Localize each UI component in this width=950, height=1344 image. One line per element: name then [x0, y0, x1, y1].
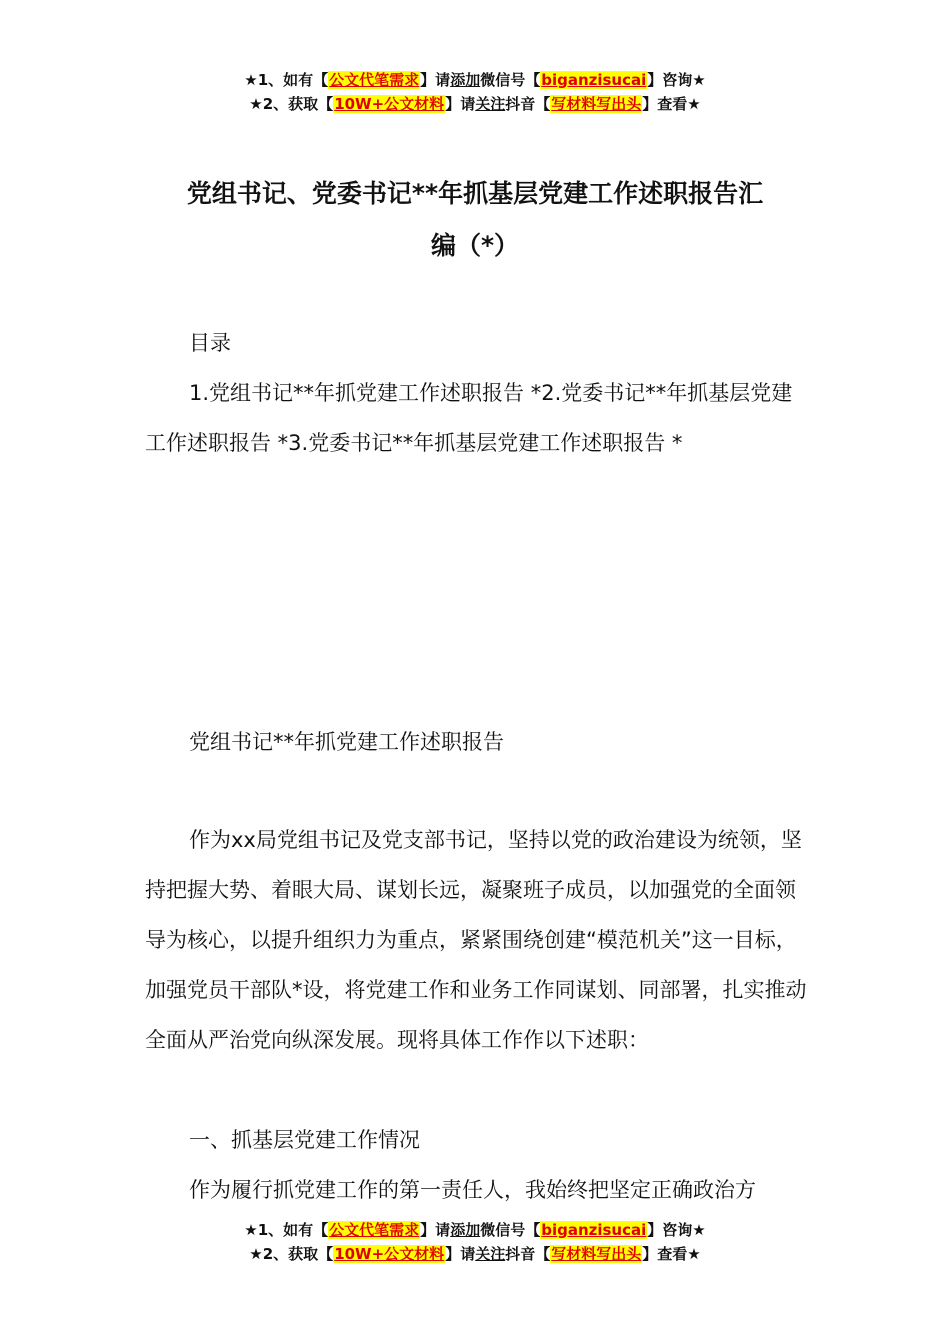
toc-entries: 1.党组书记**年抓党建工作述职报告 *2.党委书记**年抓基层党建工作述职报告 *3.党委书记**年抓基层党建工作述职报告 * [145, 381, 793, 455]
banner-highlight: biganzisucai [541, 71, 647, 89]
banner-highlight: 10W+公文材料 [334, 1245, 445, 1263]
banner-text: 】请 [420, 71, 451, 89]
banner-highlight: 10W+公文材料 [334, 95, 445, 113]
banner-highlight: 写材料写出头 [551, 1245, 642, 1263]
banner-line-1 [0, 1218, 950, 1242]
banner-text: 】查看★ [642, 1245, 701, 1263]
heading-1: 一、抓基层党建工作情况 [189, 1128, 420, 1152]
banner-text: 微信号【 [480, 1221, 541, 1239]
banner-text: ★1、如有【 [244, 1221, 329, 1239]
title-line-2: 编（*） [430, 231, 520, 260]
banner-text: ★2、获取【 [249, 1245, 334, 1263]
document-title [145, 168, 805, 272]
banner-text: 】咨询★ [647, 1221, 706, 1239]
toc-heading: 目录 [189, 331, 231, 355]
banner-underline: 关注 [475, 95, 506, 113]
bottom-banner [0, 1218, 950, 1266]
banner-text: 】查看★ [642, 95, 701, 113]
banner-text: ★2、获取【 [249, 95, 334, 113]
banner-text: 微信号【 [480, 71, 541, 89]
banner-text: 抖音【 [505, 95, 551, 113]
paragraph-1: 作为履行抓党建工作的第一责任人，我始终把坚定正确政治方 [189, 1178, 756, 1202]
banner-text: 】请 [445, 1245, 476, 1263]
banner-underline: 关注 [475, 1245, 506, 1263]
banner-highlight: biganzisucai [541, 1221, 647, 1239]
banner-highlight: 写材料写出头 [551, 95, 642, 113]
banner-line-2 [0, 92, 950, 116]
intro-paragraph: 作为xx局党组书记及党支部书记，坚持以党的政治建设为统领，坚持把握大势、着眼大局、谋划长远，凝聚班子成员，以加强党的全面领导为核心，以提升组织力为重点，紧紧围绕创建“模范机关”这一目标，加强党员干部队*设，将党建工作和业务工作同谋划、同部署，扎实推动全面从严治党向纵深发展。现将具体工作作以下述职： [145, 828, 807, 1052]
title-line-1: 党组书记、党委书记**年抓基层党建工作述职报告汇 [186, 179, 764, 208]
section-title: 党组书记**年抓党建工作述职报告 [189, 730, 504, 754]
banner-highlight: 公文代笔需求 [329, 71, 420, 89]
banner-text: 】请 [420, 1221, 451, 1239]
banner-line-2 [0, 1242, 950, 1266]
banner-highlight: 公文代笔需求 [329, 1221, 420, 1239]
banner-line-1 [0, 68, 950, 92]
banner-text: 】请 [445, 95, 476, 113]
banner-underline: 添加 [450, 71, 481, 89]
banner-text: 】咨询★ [647, 71, 706, 89]
banner-underline: 添加 [450, 1221, 481, 1239]
banner-text: ★1、如有【 [244, 71, 329, 89]
top-banner [0, 68, 950, 116]
banner-text: 抖音【 [505, 1245, 551, 1263]
